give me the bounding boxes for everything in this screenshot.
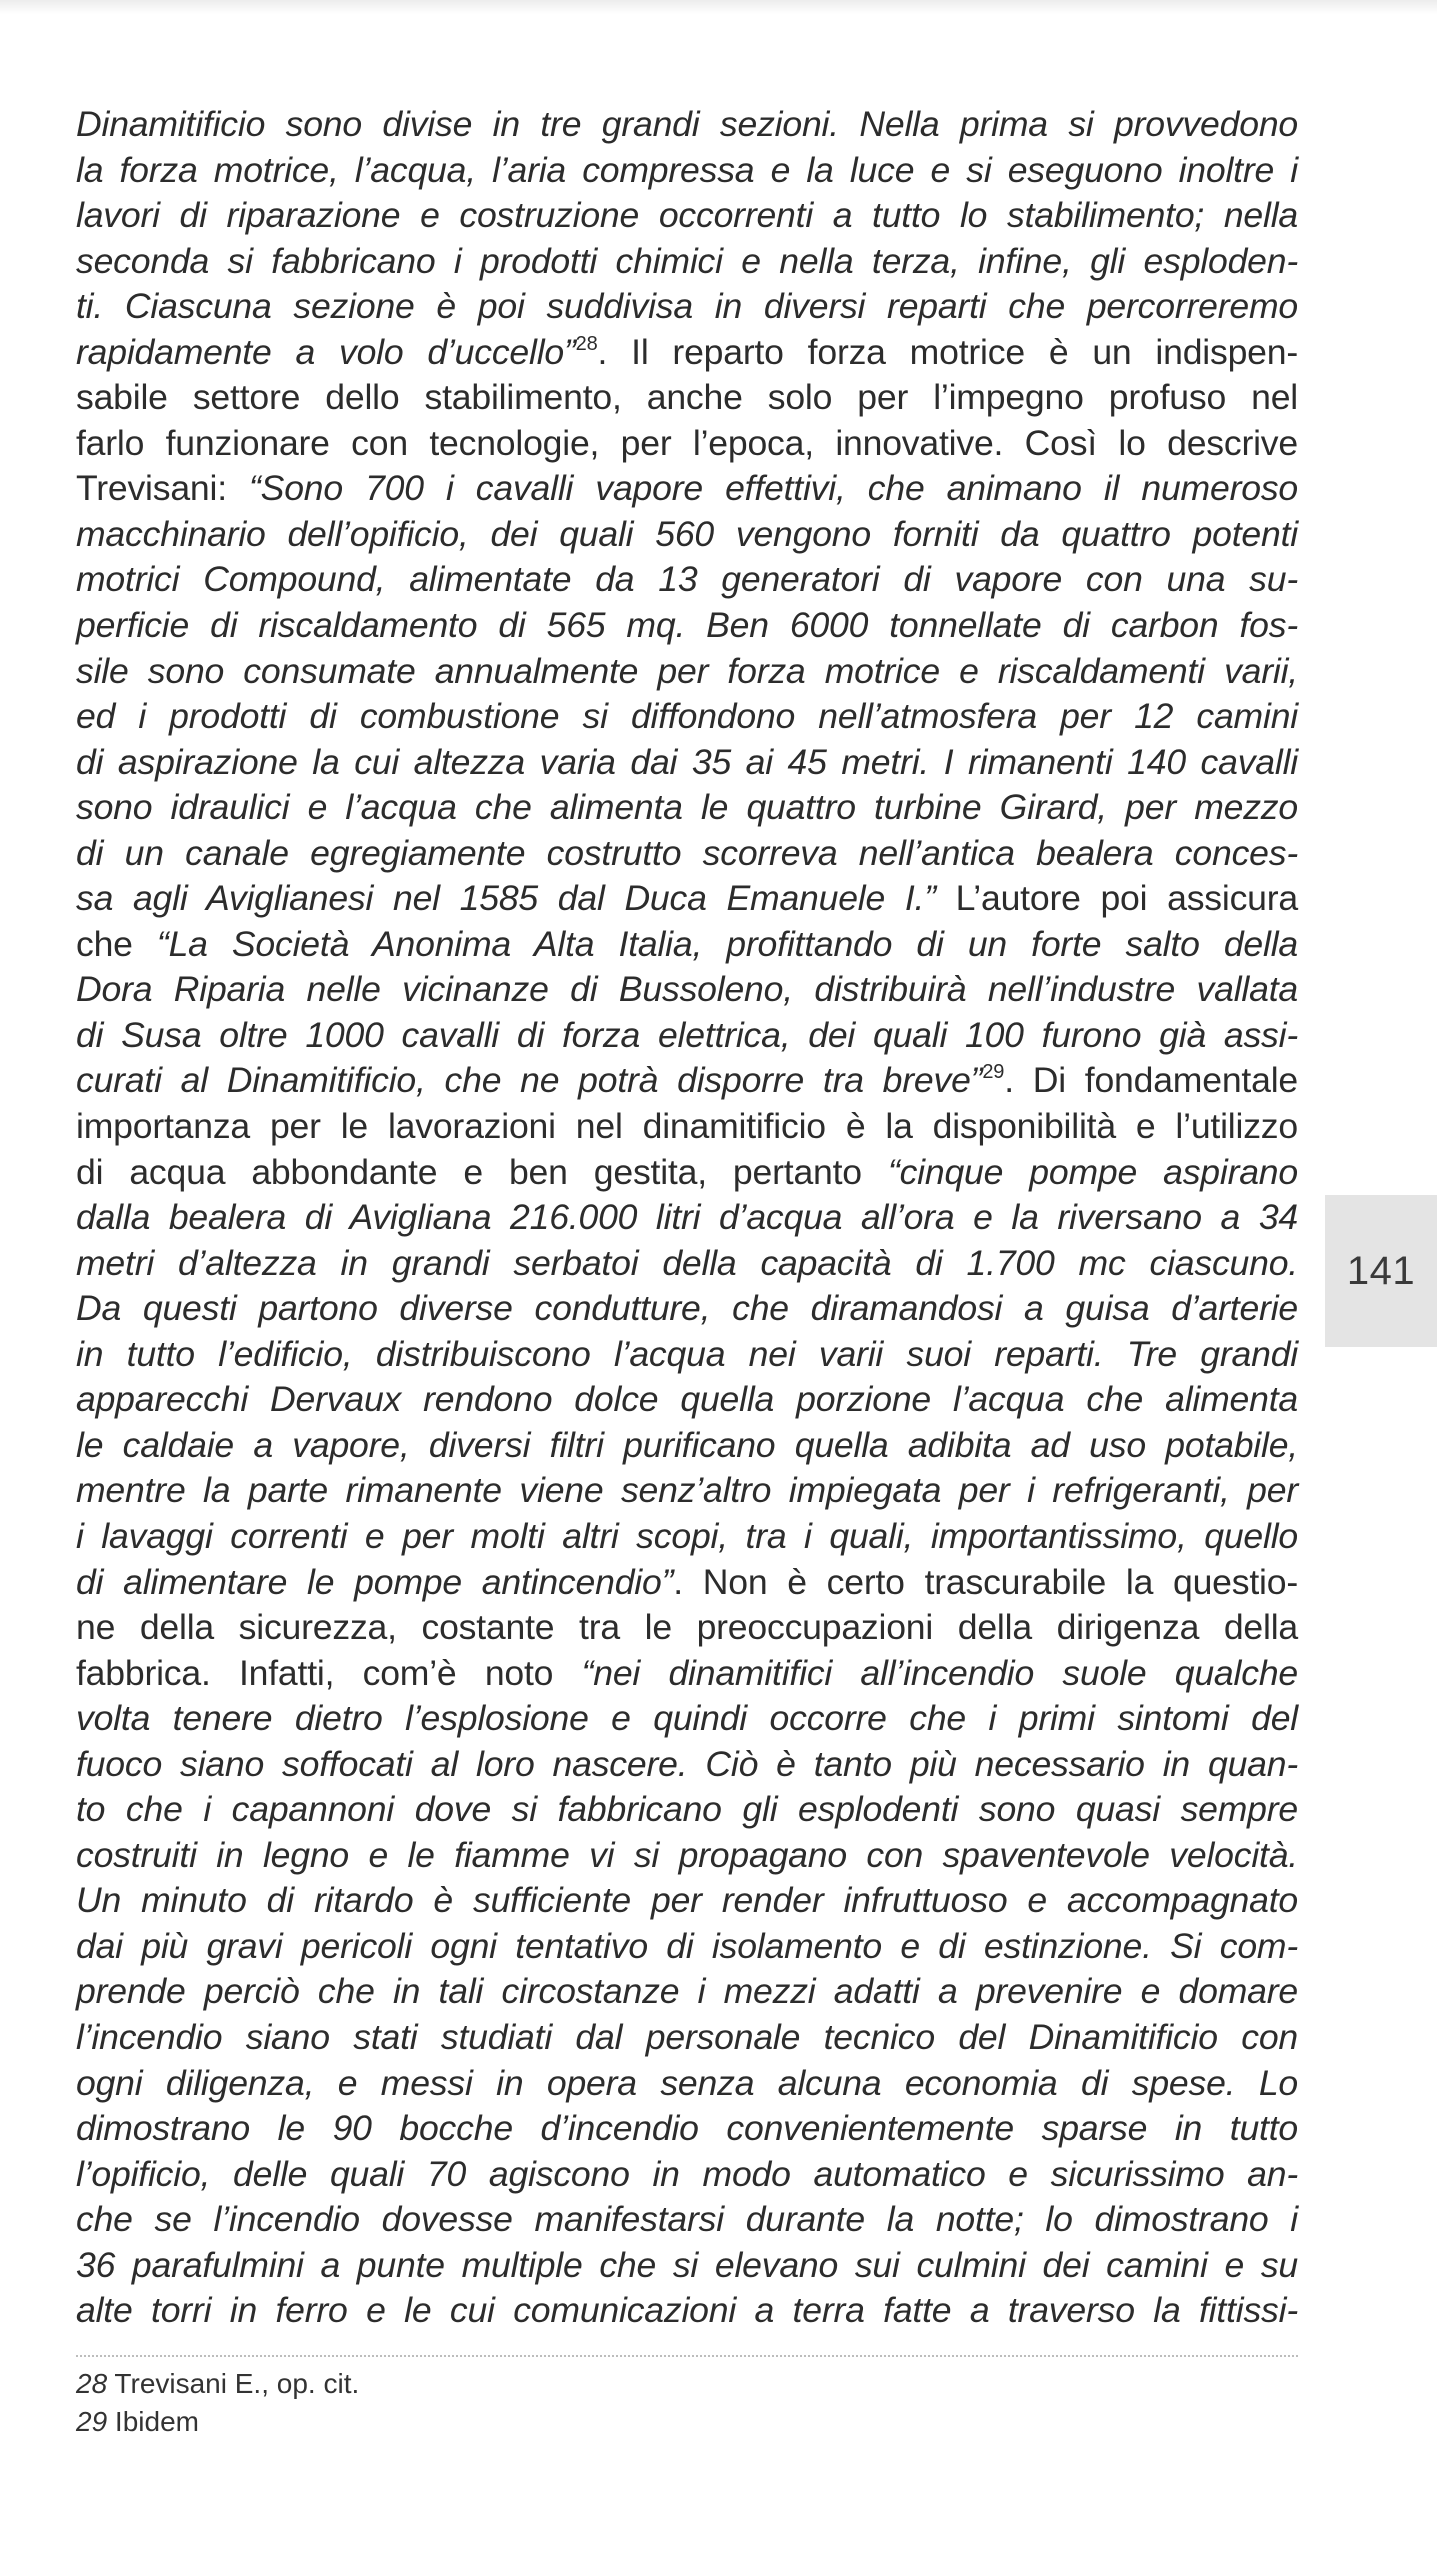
footnote-number: 28 (76, 2368, 108, 2399)
text-run: ogni diligenza, e messi in opera senza alcuna economia di spese. Lo (76, 2062, 1298, 2103)
text-line (76, 1878, 1298, 1924)
text-line (76, 2015, 1298, 2061)
text-line (76, 1605, 1298, 1651)
text-line (76, 421, 1298, 467)
text-run: . Di fondamentale (1004, 1060, 1298, 1101)
text-run: . Non è certo trascurabile la questio- (673, 1561, 1298, 1602)
text-line (76, 1423, 1298, 1469)
text-run: Dora Riparia nelle vicinanze di Bussoleno, distribuirà nell’industre vallata (76, 969, 1298, 1010)
text-run: ed i prodotti di combustione si diffondono nell’atmosfera per 12 camini (76, 696, 1298, 737)
text-line (76, 740, 1298, 786)
text-line (76, 1104, 1298, 1150)
page-top-edge (0, 0, 1437, 14)
text-line (76, 239, 1298, 285)
text-run: dalla bealera di Avigliana 216.000 litri d’acqua all’ora e la riversano a 34 (76, 1197, 1298, 1238)
text-run: Da questi partono diverse condutture, che diramandosi a guisa d’arterie (76, 1288, 1298, 1329)
text-run: lavori di riparazione e costruzione occorrenti a tutto lo stabilimento; nella (76, 195, 1298, 236)
footnote-text: Trevisani E., op. cit. (107, 2368, 360, 2399)
text-run: in tutto l’edificio, distribuiscono l’acqua nei varii suoi reparti. Tre grandi (76, 1333, 1298, 1374)
text-line (76, 557, 1298, 603)
page-number: 141 (1346, 1248, 1416, 1293)
text-run: prende perciò che in tali circostanze i mezzi adatti a prevenire e domare (76, 1971, 1298, 2012)
text-run: seconda si fabbricano i prodotti chimici e nella terza, infine, gli esploden- (76, 240, 1298, 281)
text-line (76, 603, 1298, 649)
text-run: curati al Dinamitificio, che ne potrà disporre tra breve” (76, 1060, 983, 1101)
footnote-29 (76, 2403, 876, 2441)
text-run: volta tenere dietro l’esplosione e quindi occorre che i primi sintomi del (76, 1698, 1298, 1739)
text-run: macchinario dell’opificio, dei quali 560 vengono forniti da quattro potenti (76, 513, 1298, 554)
text-line (76, 649, 1298, 695)
text-line (76, 2197, 1298, 2243)
text-line (76, 2152, 1298, 2198)
text-run: di alimentare le pompe antincendio” (76, 1561, 674, 1602)
text-line (76, 1787, 1298, 1833)
text-run: “nei dinamitifici all’incendio suole qualche (581, 1652, 1298, 1693)
footnote-divider (76, 2355, 1298, 2357)
text-run: sile sono consumate annualmente per forza motrice e riscaldamenti varii, (76, 650, 1298, 691)
text-run: Un minuto di ritardo è sufficiente per render infruttuoso e accompagnato (76, 1880, 1298, 1921)
text-run: fuoco siano soffocati al loro nascere. Ciò è tanto più necessario in quan- (76, 1743, 1298, 1784)
text-run: di un canale egregiamente costrutto scorreva nell’antica bealera conces- (76, 832, 1298, 873)
text-line (76, 284, 1298, 330)
text-line (76, 330, 1298, 376)
footnote-28 (76, 2365, 876, 2403)
text-run: . Il reparto forza motrice è un indispen- (597, 331, 1298, 372)
text-line (76, 1468, 1298, 1514)
text-run: sabile settore dello stabilimento, anche solo per l’impegno profuso nel (76, 377, 1298, 418)
text-run: ti. Ciascuna sezione è poi suddivisa in diversi reparti che percorreremo (76, 286, 1298, 327)
text-line (76, 512, 1298, 558)
text-run: l’incendio siano stati studiati dal personale tecnico del Dinamitificio con (76, 2016, 1298, 2057)
text-run: dai più gravi pericoli ogni tentativo di isolamento e di estinzione. Si com- (76, 1925, 1298, 1966)
body-text (76, 102, 1298, 2334)
text-run: fabbrica. Infatti, com’è noto (76, 1652, 582, 1693)
text-run: to che i capannoni dove si fabbricano gli esplodenti sono quasi sempre (76, 1789, 1298, 1830)
text-line (76, 1969, 1298, 2015)
text-line (76, 1195, 1298, 1241)
text-run: perficie di riscaldamento di 565 mq. Ben 6000 tonnellate di carbon fos- (76, 605, 1298, 646)
text-run: L’autore poi assicura (935, 878, 1298, 919)
text-run: l’opificio, delle quali 70 agiscono in modo automatico e sicurissimo an- (76, 2153, 1298, 2194)
text-line (76, 967, 1298, 1013)
text-run: “cinque pompe aspirano (887, 1151, 1298, 1192)
text-run: mentre la parte rimanente viene senz’altro impiegata per i refrigeranti, per (76, 1470, 1298, 1511)
text-run: di aspirazione la cui altezza varia dai 35 ai 45 metri. I rimanenti 140 cavalli (76, 741, 1298, 782)
text-line (76, 1924, 1298, 1970)
text-run: le caldaie a vapore, diversi filtri purificano quella adibita ad uso potabile, (76, 1424, 1298, 1465)
text-line (76, 2106, 1298, 2152)
text-run: motrici Compound, alimentate da 13 generatori di vapore con una su- (76, 559, 1298, 600)
text-run: dimostrano le 90 bocche d’incendio convenientemente sparse in tutto (76, 2108, 1298, 2149)
text-line (76, 1150, 1298, 1196)
text-run: rapidamente a volo d’uccello” (76, 331, 576, 372)
text-run: farlo funzionare con tecnologie, per l’epoca, innovative. Così lo descrive (76, 422, 1298, 463)
text-line (76, 1332, 1298, 1378)
text-run: importanza per le lavorazioni nel dinamitificio è la disponibilità e l’utilizzo (76, 1106, 1298, 1147)
text-run: sa agli Aviglianesi nel 1585 dal Duca Emanuele I.” (76, 878, 936, 919)
text-run: costruiti in legno e le fiamme vi si propagano con spaventevole velocità. (76, 1834, 1298, 1875)
text-run: di acqua abbondante e ben gestita, pertanto (76, 1151, 888, 1192)
footnote-text: Ibidem (107, 2406, 199, 2437)
footnotes (76, 2365, 876, 2441)
text-run: “Sono 700 i cavalli vapore effettivi, che animano il numeroso (249, 468, 1298, 509)
text-run: la forza motrice, l’acqua, l’aria compressa e la luce e si eseguono inoltre i (76, 149, 1298, 190)
text-line (76, 2288, 1298, 2334)
text-run: sono idraulici e l’acqua che alimenta le quattro turbine Girard, per mezzo (76, 787, 1298, 828)
text-line (76, 1377, 1298, 1423)
text-line (76, 1833, 1298, 1879)
text-run: di Susa oltre 1000 cavalli di forza elettrica, dei quali 100 furono già assi- (76, 1014, 1298, 1055)
text-line (76, 1058, 1298, 1104)
text-line (76, 831, 1298, 877)
text-line (76, 785, 1298, 831)
text-line (76, 102, 1298, 148)
text-line (76, 1514, 1298, 1560)
text-line (76, 1286, 1298, 1332)
footnote-reference: 28 (575, 332, 598, 355)
text-line (76, 148, 1298, 194)
text-line (76, 1241, 1298, 1287)
text-line (76, 1560, 1298, 1606)
text-line (76, 1742, 1298, 1788)
text-run: Dinamitificio sono divise in tre grandi sezioni. Nella prima si provvedono (76, 104, 1298, 144)
footnote-reference: 29 (982, 1061, 1005, 1084)
text-line (76, 1696, 1298, 1742)
text-line (76, 375, 1298, 421)
text-line (76, 1651, 1298, 1697)
text-line (76, 466, 1298, 512)
text-line (76, 1013, 1298, 1059)
text-run: ne della sicurezza, costante tra le preoccupazioni della dirigenza della (76, 1607, 1298, 1648)
text-run: metri d’altezza in grandi serbatoi della capacità di 1.700 mc ciascuno. (76, 1242, 1298, 1283)
text-line (76, 876, 1298, 922)
text-line (76, 694, 1298, 740)
text-run: alte torri in ferro e le cui comunicazioni a terra fatte a traverso la fittissi- (76, 2290, 1298, 2331)
footnote-number: 29 (76, 2406, 108, 2437)
text-run: che se l’incendio dovesse manifestarsi durante la notte; lo dimostrano i (76, 2199, 1298, 2240)
page-number-tab (1325, 1195, 1437, 1347)
text-line (76, 193, 1298, 239)
text-run: Trevisani: (76, 468, 250, 509)
text-run: i lavaggi correnti e per molti altri scopi, tra i quali, importantissimo, quello (76, 1515, 1298, 1556)
text-run: “La Società Anonima Alta Italia, profittando di un forte salto della (156, 923, 1298, 964)
text-line (76, 2243, 1298, 2289)
text-run: 36 parafulmini a punte multiple che si elevano sui culmini dei camini e su (76, 2244, 1298, 2285)
text-line (76, 922, 1298, 968)
text-line (76, 2061, 1298, 2107)
text-run: che (76, 923, 157, 964)
text-run: apparecchi Dervaux rendono dolce quella porzione l’acqua che alimenta (76, 1379, 1298, 1420)
